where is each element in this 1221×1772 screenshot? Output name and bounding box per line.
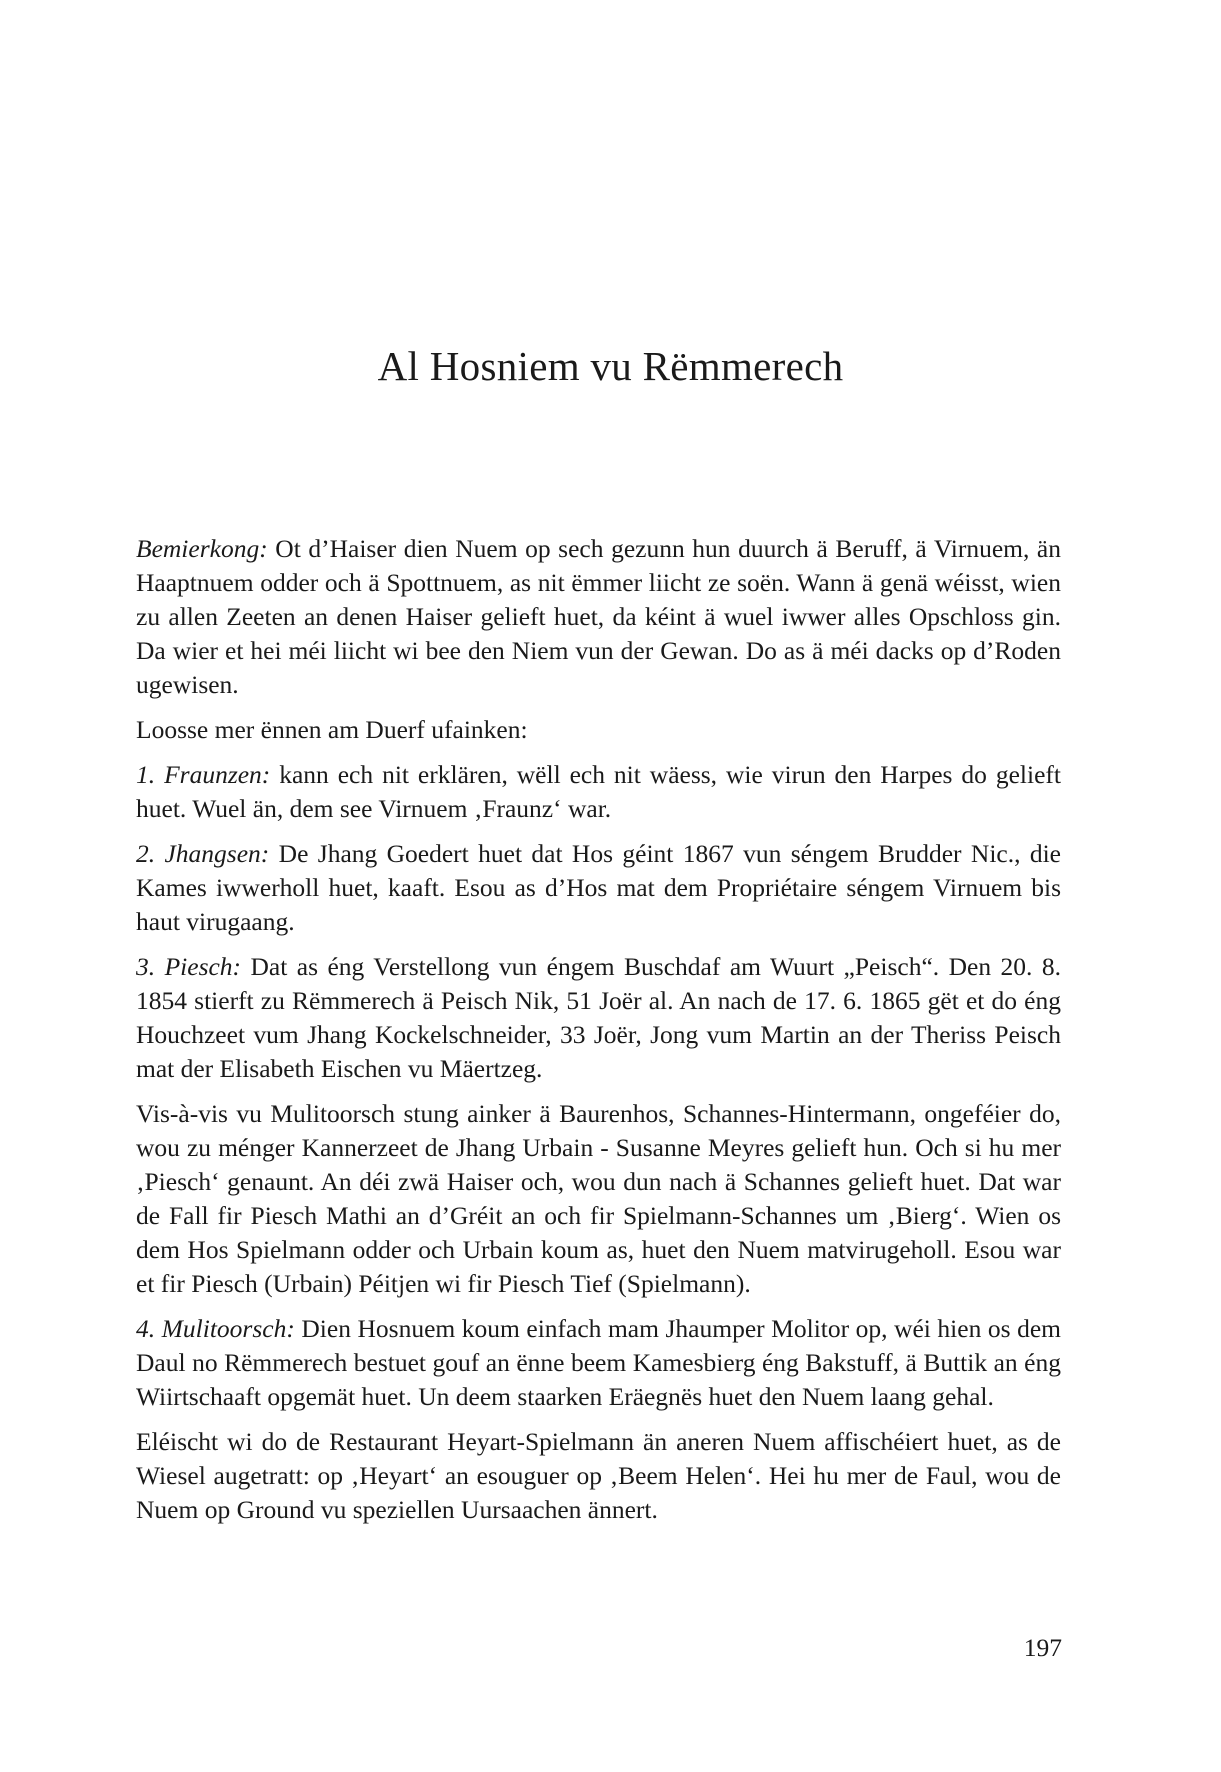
paragraph-text: Vis-à-vis vu Mulitoorsch stung ainker ä Baurenhos, Schannes-Hintermann, ongeféier do, wou zu ménger Kannerzeet de Jhang Urbain - Susanne Meyres gelieft hun. Och si hu mer ‚Piesch‘ genaunt. An déi zwä Haiser och, wou dun nach ä Schannes gelieft huet. Dat war de Fall fir Piesch Mathi an d’Gréit an och fir Spielmann-Schannes um ‚Bierg‘. Wien os dem Hos Spielmann odder och Urbain koum as, huet den Nuem matvirugeholl. Esou war et fir Piesch (Urbain) Péitjen wi fir Piesch Tief (Spielmann). [136, 1099, 1061, 1298]
paragraph-bemierkong [136, 532, 1061, 702]
paragraph-text: kann ech nit erklären, wëll ech nit wäess, wie virun den Harpes do gelieft huet. Wuel än, dem see Virnuem ‚Fraunz‘ war. [136, 760, 1061, 823]
paragraph-label: 1. Fraunzen: [136, 760, 271, 789]
paragraph-label: Bemierkong: [136, 534, 268, 563]
paragraph-text: Dat as éng Verstellong vun éngem Buschdaf am Wuurt „Peisch“. Den 20. 8. 1854 stierft zu Rëmmerech ä Peisch Nik, 51 Joër al. An nach de 17. 6. 1865 gët et do éng Houchzeet vum Jhang Kockelschneider, 33 Joër, Jong vum Martin an der Theriss Peisch mat der Elisabeth Eischen vu Mäertzeg. [136, 952, 1061, 1083]
paragraph-piesch [136, 950, 1061, 1086]
body-text [136, 532, 1061, 1538]
paragraph-text: Loosse mer ënnen am Duerf ufainken: [136, 715, 528, 744]
chapter-title: Al Hosniem vu Rëmmerech [377, 343, 844, 389]
paragraph-eleischt [136, 1425, 1061, 1527]
paragraph-vis-a-vis [136, 1097, 1061, 1301]
paragraph-mulitoorsch [136, 1312, 1061, 1414]
page-number: 197 [1023, 1633, 1062, 1662]
paragraph-intro [136, 713, 1061, 747]
paragraph-label: 4. Mulitoorsch: [136, 1314, 295, 1343]
paragraph-text: De Jhang Goedert huet dat Hos géint 1867 vun séngem Brudder Nic., die Kames iwwerholl huet, kaaft. Esou as d’Hos mat dem Propriétaire séngem Virnuem bis haut virugaang. [136, 839, 1061, 936]
paragraph-text: Ot d’Haiser dien Nuem op sech gezunn hun duurch ä Beruff, ä Virnuem, än Haaptnuem odder och ä Spottnuem, as nit ëmmer liicht ze soën. Wann ä genä wéisst, wien zu allen Zeeten an denen Haiser gelieft huet, da kéint ä wuel iwwer alles Opschloss gin. Da wier et hei méi liicht wi bee den Niem vun der Gewan. Do as ä méi dacks op d’Roden ugewisen. [136, 534, 1061, 699]
paragraph-text: Eléischt wi do de Restaurant Heyart-Spielmann än aneren Nuem affischéiert huet, as de Wiesel augetratt: op ‚Heyart‘ an esouguer op ‚Beem Helen‘. Hei hu mer de Faul, wou de Nuem op Ground vu speziellen Uursaachen ännert. [136, 1427, 1061, 1524]
paragraph-label: 2. Jhangsen: [136, 839, 270, 868]
paragraph-label: 3. Piesch: [136, 952, 242, 981]
paragraph-text: Dien Hosnuem koum einfach mam Jhaumper Molitor op, wéi hien os dem Daul no Rëmmerech bestuet gouf an ënne beem Kamesbierg éng Bakstuff, ä Buttik an éng Wiirtschaaft opgemät huet. Un deem staarken Eräegnës huet den Nuem laang gehal. [136, 1314, 1061, 1411]
paragraph-jhangsen [136, 837, 1061, 939]
paragraph-fraunzen [136, 758, 1061, 826]
